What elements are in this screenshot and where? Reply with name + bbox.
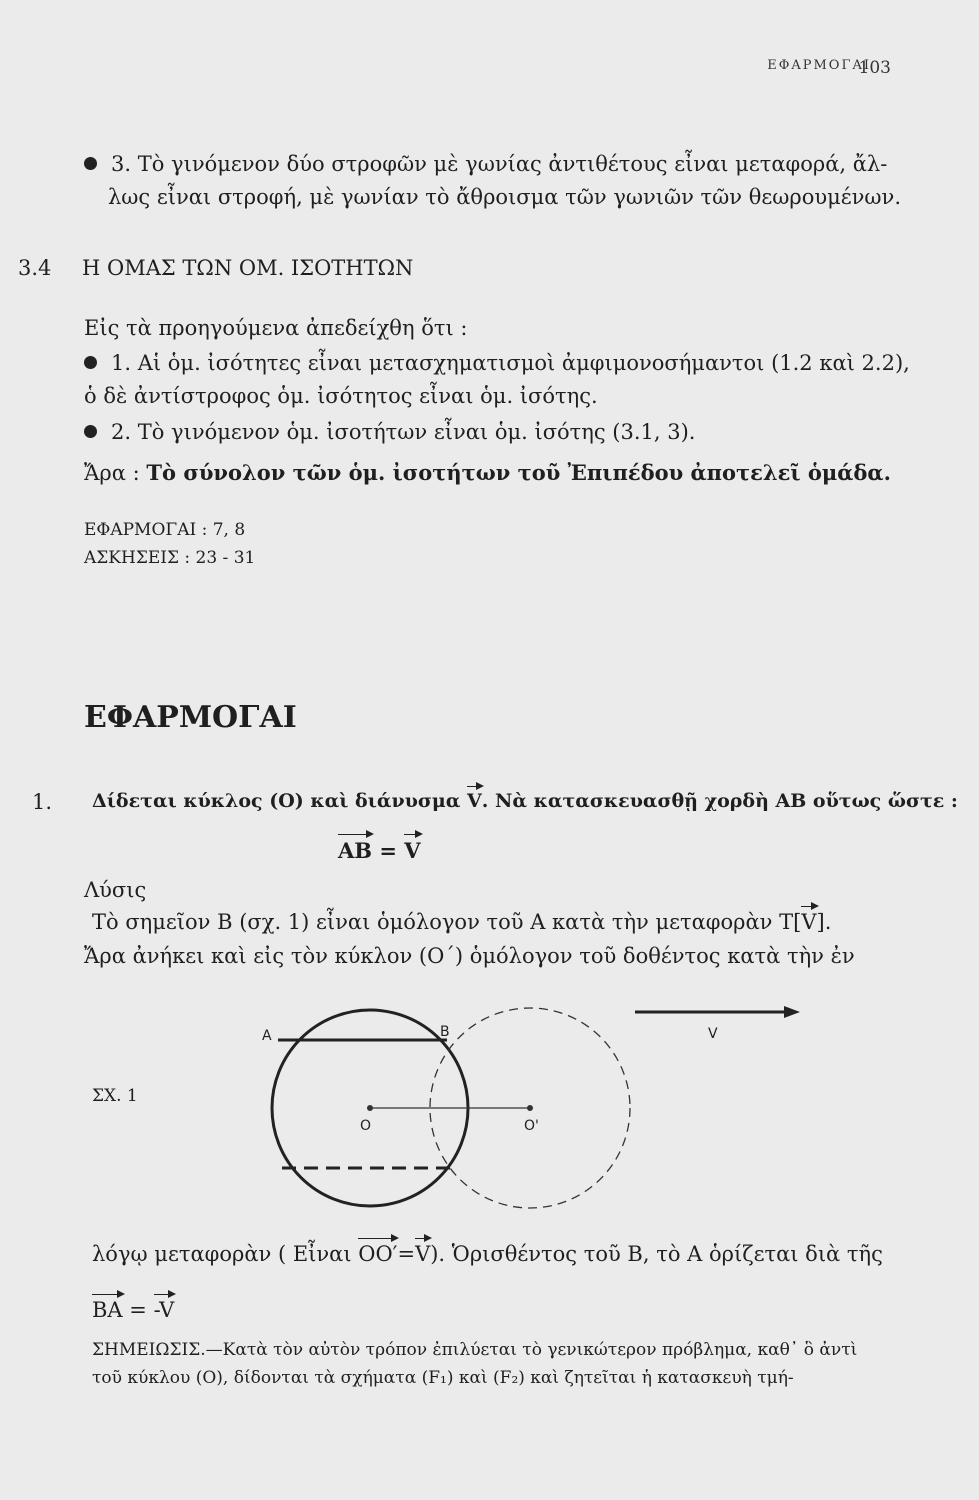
section-point1-line2: ὁ δὲ ἀντίστροφος ὁμ. ἰσότητος εἶναι ὁμ. ἰσότης. [84, 384, 598, 408]
applications-heading: ΕΦΑΡΜΟΓΑΙ [84, 700, 297, 735]
label-a: A [262, 1028, 272, 1044]
bullet-icon [84, 356, 97, 369]
applications-ref: ΕΦΑΡΜΟΓΑΙ : 7, 8 [84, 520, 246, 540]
label-v: V [708, 1026, 718, 1042]
note-line2: τοῦ κύκλου (Ο), δίδονται τὰ σχήματα (F₁) καὶ (F₂) καὶ ζητεῖται ἡ κατασκευὴ τμή- [92, 1368, 794, 1388]
bullet-icon [84, 425, 97, 438]
section-lead: Εἰς τὰ προηγούμενα ἀπεδείχθη ὅτι : [84, 316, 468, 340]
section-conclusion: Ἄρα : Τὸ σύνολον τῶν ὁμ. ἰσοτήτων τοῦ Ἐπιπέδου ἀποτελεῖ ὁμάδα. [84, 460, 891, 485]
section-number: 3.4 [18, 256, 52, 280]
intro-item3-line1: 3. Τὸ γινόμενον δύο στροφῶν μὲ γωνίας ἀντιθέτους εἶναι μεταφορά, ἄλ- [84, 154, 887, 175]
page-number: 103 [858, 58, 891, 78]
intro-item3-line2: λως εἶναι στροφή, μὲ γωνίαν τὸ ἄθροισμα τῶν γωνιῶν τῶν θεωρουμένων. [108, 185, 901, 209]
label-b: B [440, 1024, 450, 1040]
solution-line1: Τὸ σημεῖον Β (σχ. 1) εἶναι ὁμόλογον τοῦ Α κατὰ τὴν μεταφορὰν T[V]. [92, 910, 832, 934]
problem-equation: AB = V [338, 838, 421, 863]
vector-v: V [467, 790, 482, 812]
solution-label: Λύσις [84, 878, 147, 902]
after-line1: λόγῳ μεταφορὰν ( Εἶναι OO′=V). Ὁρισθέντος τοῦ Β, τὸ Α ὁρίζεται διὰ τῆς [92, 1242, 883, 1266]
figure-1 [0, 990, 979, 1250]
problem-statement: Δίδεται κύκλος (Ο) καὶ διάνυσμα V. Νὰ κατασκευασθῇ χορδὴ ΑΒ οὕτως ὥστε : [92, 790, 958, 812]
section-point2: 2. Τὸ γινόμενον ὁμ. ἰσοτήτων εἶναι ὁμ. ἰσότης (3.1, 3). [84, 422, 695, 443]
note-line1: ΣΗΜΕΙΩΣΙΣ.—Κατὰ τὸν αὐτὸν τρόπον ἐπιλύεται τὸ γενικώτερον πρόβλημα, καθ᾽ ὃ ἀντὶ [92, 1340, 858, 1360]
exercises-ref: ΑΣΚΗΣΕΙΣ : 23 - 31 [84, 548, 256, 568]
solution-line2: Ἄρα ἀνήκει καὶ εἰς τὸν κύκλον (Ο΄) ὁμόλογον τοῦ δοθέντος κατὰ τὴν ἐν [84, 944, 855, 968]
label-o: O [360, 1118, 372, 1134]
section-point1-line1: 1. Αἱ ὁμ. ἰσότητες εἶναι μετασχηματισμοὶ ἀμφιμονοσήμαντοι (1.2 καὶ 2.2), [84, 353, 910, 374]
section-title: Η ΟΜΑΣ ΤΩΝ ΟΜ. ΙΣΟΤΗΤΩΝ [82, 256, 414, 280]
bullet-icon [84, 157, 97, 170]
running-header: ΕΦΑΡΜΟΓΑΙ [767, 58, 871, 73]
label-o-prime: O' [524, 1118, 539, 1134]
figure-label: ΣΧ. 1 [92, 1086, 138, 1106]
problem-number: 1. [32, 790, 53, 814]
after-equation: BA = -V [92, 1298, 175, 1322]
